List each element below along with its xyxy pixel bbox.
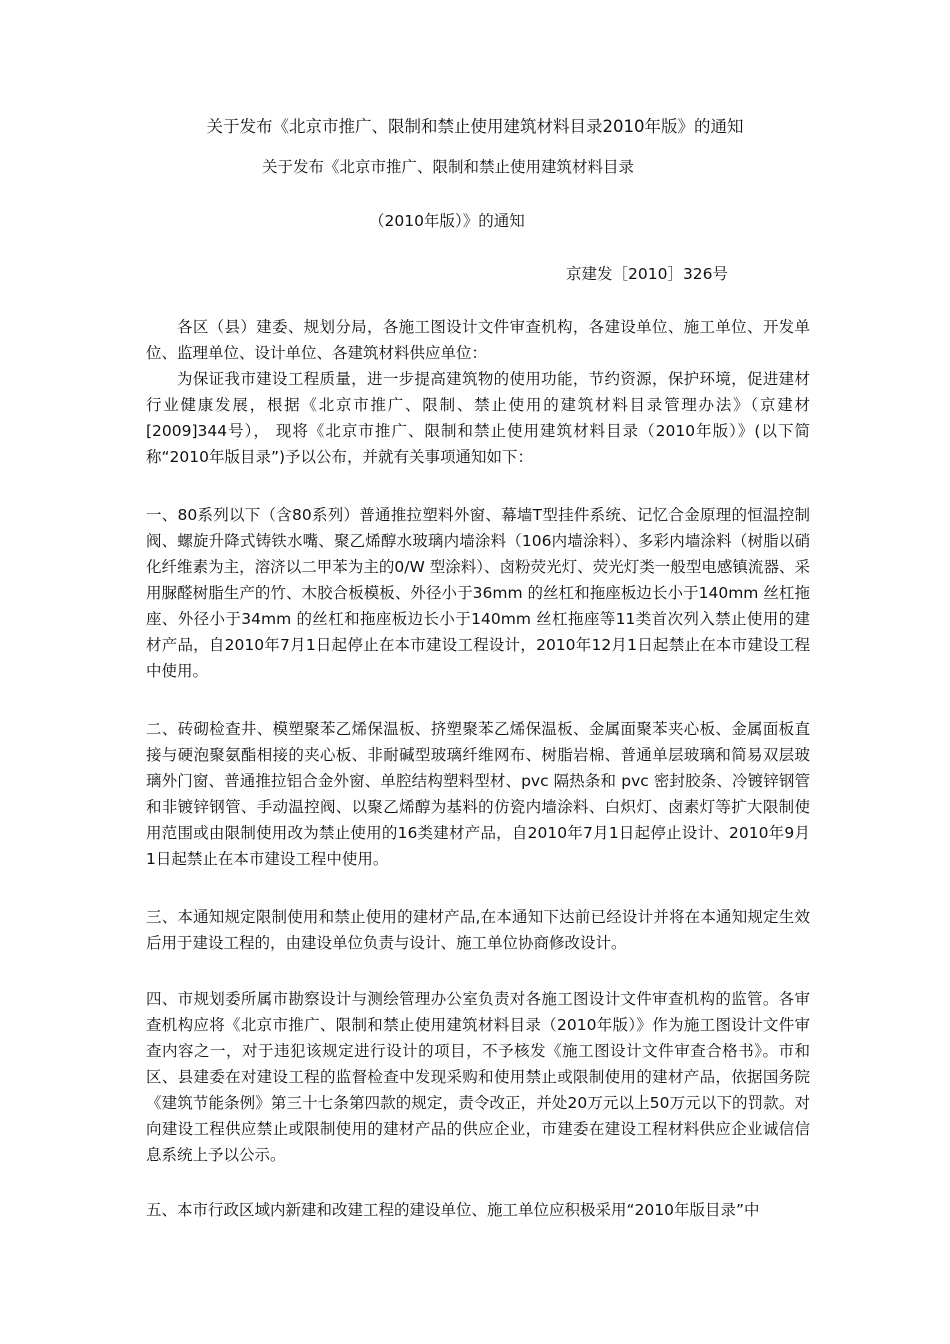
item-5-paragraph: 五、本市行政区域内新建和改建工程的建设单位、施工单位应积极采用“2010年版目录”中	[146, 1201, 760, 1219]
item-4-paragraph: 四、市规划委所属市勘察设计与测绘管理办公室负责对各施工图设计文件审查机构的监管。各审查机构应将《北京市推广、限制和禁止使用建筑材料目录（2010年版）》作为施工图设计文件审查内容之一，对于违犯该规定进行设计的项目，不予核发《施工图设计文件审查合格书》。市和区、县建委在对建设工程的监督检查中发现采购和使用禁止或限制使用的建材产品，依据国务院《建筑节能条例》第三十七条第四款的规定，责令改正，并处20万元以上50万元以下的罚款。对向建设工程供应禁止或限制使用的建材产品的供应企业，市建委在建设工程材料供应企业诚信信息系统上予以公示。	[146, 990, 810, 1164]
document-title: 关于发布《北京市推广、限制和禁止使用建筑材料目录2010年版》的通知	[206, 117, 744, 136]
item-1-paragraph: 一、80系列以下（含80系列）普通推拉塑料外窗、幕墙T型挂件系统、记忆合金原理的恒温控制阀、螺旋升降式铸铁水嘴、聚乙烯醇水玻璃内墙涂料（106内墙涂料）、多彩内墙涂料（树脂以硝化纤维素为主，溶济以二甲苯为主的0/W 型涂料）、卤粉荧光灯、荧光灯类一般型电感镇流器、采用脲醛树脂生产的竹、木胶合板模板、外径小于36mm 的丝杠和拖座板边长小于140mm 丝杠拖座、外径小于34mm 的丝杠和拖座板边长小于140mm 丝杠拖座等11类首次列入禁止使用的建材产品，自2010年7月1日起停止在本市建设工程设计，2010年12月1日起禁止在本市建设工程中使用。	[146, 506, 810, 680]
document-number: 京建发［2010］326号	[566, 265, 729, 283]
item-3-paragraph: 三、本通知规定限制使用和禁止使用的建材产品,在本通知下达前已经设计并将在本通知规定生效后用于建设工程的，由建设单位负责与设计、施工单位协商修改设计。	[146, 908, 810, 952]
subtitle-line-2: （2010年版）》的通知	[369, 212, 525, 230]
subtitle-line-1: 关于发布《北京市推广、限制和禁止使用建筑材料目录	[262, 158, 635, 176]
item-2-paragraph: 二、砖砌检查井、模塑聚苯乙烯保温板、挤塑聚苯乙烯保温板、金属面聚苯夹心板、金属面板直接与硬泡聚氨酯相接的夹心板、非耐碱型玻璃纤维网布、树脂岩棉、普通单层玻璃和简易双层玻璃外门窗、普通推拉铝合金外窗、单腔结构塑料型材、pvc 隔热条和 pvc 密封胶条、冷镀锌钢管和非镀锌钢管、手动温控阀、以聚乙烯醇为基料的仿瓷内墙涂料、白炽灯、卤素灯等扩大限制使用范围或由限制使用改为禁止使用的16类建材产品，自2010年7月1日起停止设计、2010年9月1日起禁止在本市建设工程中使用。	[146, 720, 810, 868]
addressees-paragraph: 各区（县）建委、规划分局，各施工图设计文件审查机构，各建设单位、施工单位、开发单位、监理单位、设计单位、各建筑材料供应单位：	[146, 318, 810, 362]
intro-paragraph: 为保证我市建设工程质量，进一步提高建筑物的使用功能，节约资源，保护环境，促进建材行业健康发展，根据《北京市推广、限制、禁止使用的建筑材料目录管理办法》（京建材[2009]344号）， 现将《北京市推广、限制和禁止使用建筑材料目录（2010年版）》(以下简称“2010年版目录”)予以公布，并就有关事项通知如下：	[146, 370, 810, 466]
